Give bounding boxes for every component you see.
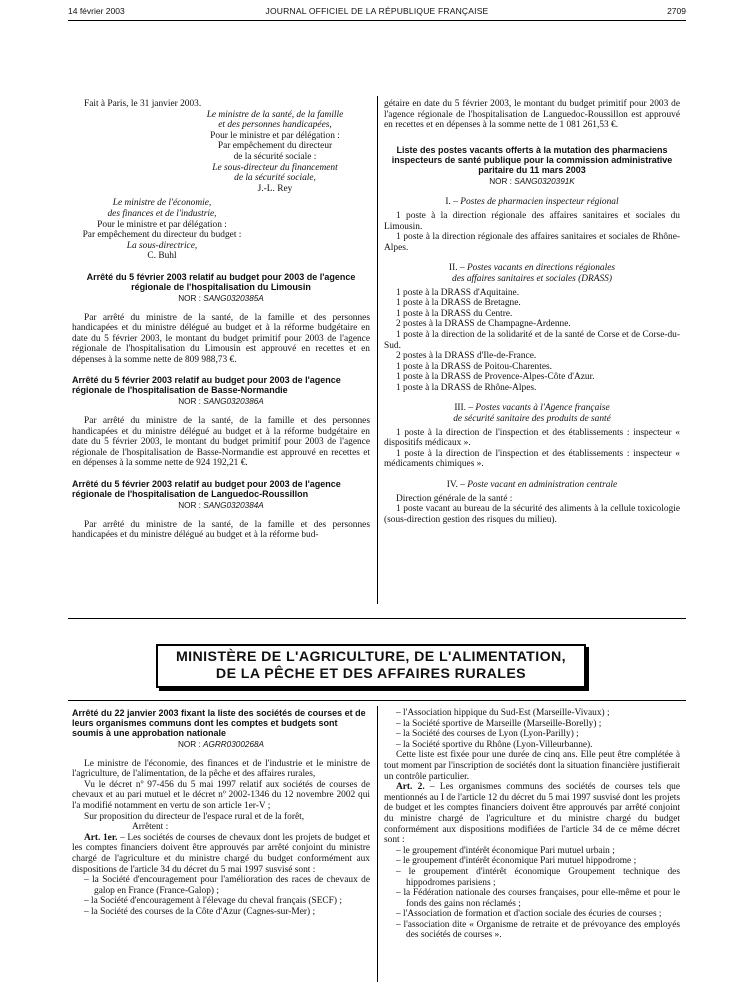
section-2-item: 1 poste à la DRASS de Poitou-Charentes. xyxy=(396,361,552,372)
bottom-right-column xyxy=(384,708,680,941)
article-1-list-continued xyxy=(396,708,680,750)
right-column xyxy=(384,99,680,525)
list-item: – le groupement d'intérêt économique Groupement technique des hippodromes parisiens ; xyxy=(396,867,680,888)
section-2-item: 1 poste à la direction de la solidarité et de la santé de Corse et de Corse-du-Sud. xyxy=(384,329,680,351)
list-item: – la Société d'encouragement à l'élevage du cheval français (SECF) ; xyxy=(84,896,370,907)
list-item: – la Société des courses de la Côte d'Azur (Cagnes-sur-Mer) ; xyxy=(84,907,370,918)
list-item: – la Société sportive de Marseille (Marseille-Borelly) ; xyxy=(396,719,680,730)
section-4-item: 1 poste vacant au bureau de la sécurité des aliments à la cellule toxicologie (sous-direction gestion des risques du milieu). xyxy=(384,504,680,525)
sig1-line: de la sécurité sociale : xyxy=(233,151,317,162)
section-2-item: 2 postes à la DRASS de Champagne-Ardenne. xyxy=(396,319,571,330)
sig1-line: Par empêchement du directeur xyxy=(217,141,333,152)
sig2-line: des finances et de l'industrie, xyxy=(107,208,217,219)
section-2-item: 1 poste à la DRASS de Rhône-Alpes. xyxy=(396,382,537,393)
header-page-number: 2709 xyxy=(667,6,686,16)
list-item: – la Fédération nationale des courses françaises, pour elle-même et pour le fonds des gains non réclamés ; xyxy=(396,888,680,909)
fait-a-paris: Fait à Paris, le 31 janvier 2003. xyxy=(84,99,202,109)
sig1-signatory: J.-L. Rey xyxy=(257,183,293,194)
section-1-item: 1 poste à la direction régionale des affaires sanitaires et sociales de Rhône-Alpes. xyxy=(384,232,680,253)
page-header xyxy=(68,6,686,21)
arrete-languedoc-nor: NOR : SANG0320384A xyxy=(178,501,264,511)
sig1-line: Le sous-directeur du financement xyxy=(212,162,338,173)
sig2-line: Le ministre de l'économie, xyxy=(112,198,212,209)
arretent: Arrêtent : xyxy=(132,822,169,833)
arrete-courses-title: Arrêté du 22 janvier 2003 fixant la liste des sociétés de courses et de leurs organismes communs dont les comptes et budgets sont soumis à une approbation nationale xyxy=(72,708,366,738)
arrete-limousin-nor: NOR : SANG0320385A xyxy=(178,293,264,303)
courses-duration-para: Cette liste est fixée pour une durée de cinq ans. Elle peut être complétée à tout moment par l'inscription de sociétés dont la situation financière justifierait un contrôle particulier. xyxy=(384,750,680,782)
list-item: – l'Association hippique du Sud-Est (Marseille-Vivaux) ; xyxy=(396,708,680,719)
liste-postes-nor: NOR : SANG0320391K xyxy=(489,176,575,186)
arrete-basse-normandie-text: Par arrêté du ministre de la santé, de la famille et des personnes handicapées et du ministre délégué au budget et à la réforme budgétaire en date du 5 février 2003, le montant du budget primitif pour 2003 de l'agence régionale de l'hospitalisation de Basse-Normandie est approuvé en recettes et en dépenses à la somme nette de 924 192,21 €. xyxy=(72,416,370,469)
header-journal-title: JOURNAL OFFICIEL DE LA RÉPUBLIQUE FRANÇAISE xyxy=(265,6,489,16)
arrete-courses-nor: NOR : AGRR0300268A xyxy=(177,740,265,749)
article-2-list xyxy=(396,846,680,941)
languedoc-continuation: gétaire en date du 5 février 2003, le montant du budget primitif pour 2003 de l'agence régionale de l'hospitalisation de Languedoc-Roussillon est approuvé en recettes et en dépenses à la somme nette de 1 081 261,53 €. xyxy=(384,99,680,131)
header-date: 14 février 2003 xyxy=(68,6,125,16)
list-item: – l'Association de formation et d'action sociale des écuries de courses ; xyxy=(396,909,680,920)
sig2-line: La sous-directrice, xyxy=(126,240,198,251)
left-column xyxy=(72,99,370,541)
section-3-item: 1 poste à la direction de l'inspection et des établissements : inspecteur « médicaments chimiques ». xyxy=(384,448,680,470)
sig1-line: Le ministre de la santé, de la famille xyxy=(206,109,344,120)
section-1-heading: I. – Postes de pharmacien inspecteur régional xyxy=(445,197,619,208)
section-2-heading: II. – Postes vacants en directions régionales des affaires sanitaires et sociales (DRASS) xyxy=(448,263,616,284)
courses-para: Vu le décret nº 97-456 du 5 mai 1997 relatif aux sociétés de courses de chevaux et au pari mutuel et le décret nº 2002-1346 du 12 novembre 2002 qui l'a modifié notamment en vertu de son article 1er-V ; xyxy=(72,779,370,811)
column-divider-bottom xyxy=(377,706,378,982)
arrete-basse-normandie-title: Arrêté du 5 février 2003 relatif au budget pour 2003 de l'agence régionale de l'hospitalisation de Basse-Normandie xyxy=(72,375,341,396)
section-4-heading: IV. – Poste vacant en administration centrale xyxy=(446,480,618,491)
sig2-line: Pour le ministre et par délégation : xyxy=(97,219,227,230)
section-2-item: 1 poste à la DRASS du Centre. xyxy=(396,308,513,319)
section-2-item: 1 poste à la DRASS de Provence-Alpes-Côte d'Azur. xyxy=(396,372,595,383)
section-4-item: Direction générale de la santé : xyxy=(396,493,513,504)
ministry-line-1: MINISTÈRE DE L'AGRICULTURE, DE L'ALIMENTATION, xyxy=(175,649,567,665)
list-item: – la Société d'encouragement pour l'amélioration des races de chevaux de galop en France (France-Galop) ; xyxy=(84,875,370,896)
ministry-banner xyxy=(156,644,586,688)
divider-above-ministry xyxy=(68,618,686,619)
bottom-left-column xyxy=(72,698,370,918)
sig1-line: et des personnes handicapées, xyxy=(218,120,332,131)
sig2-line: Par empêchement du directeur du budget : xyxy=(82,230,242,241)
courses-para: Sur proposition du directeur de l'espace rural et de la forêt, xyxy=(84,811,305,822)
courses-para: Le ministre de l'économie, des finances et de l'industrie et le ministre de l'agriculture, de l'alimentation, de la pêche et des affaires rurales, xyxy=(72,758,370,780)
list-item: – la Société des courses de Lyon (Lyon-Parilly) ; xyxy=(396,729,680,740)
ministry-line-2: DE LA PÊCHE ET DES AFFAIRES RURALES xyxy=(215,666,527,682)
arrete-languedoc-title: Arrêté du 5 février 2003 relatif au budget pour 2003 de l'agence régionale de l'hospitalisation de Languedoc-Roussillon xyxy=(72,479,341,500)
section-2-item: 1 poste à la DRASS de Bretagne. xyxy=(396,298,521,309)
arrete-languedoc-text: Par arrêté du ministre de la santé, de la famille et des personnes handicapées et du ministre délégué au budget et à la réforme bud- xyxy=(72,519,370,541)
liste-postes-title: Liste des postes vacants offerts à la mutation des pharmaciens inspecteurs de santé publique pour la commission administrative paritaire du 11 mars 2003 xyxy=(391,144,673,175)
list-item: – le groupement d'intérêt économique Pari mutuel hippodrome ; xyxy=(396,856,680,867)
article-1: Art. 1er. – Les sociétés de courses de chevaux dont les projets de budget et les comptes financiers doivent être approuvés par arrêté conjoint du ministre chargé de l'agriculture et du ministre chargé du budget conformément aux dispositions de l'article 34 du décret du 5 mai 1997 susvisé sont : xyxy=(72,832,370,875)
arrete-basse-normandie-nor: NOR : SANG0320386A xyxy=(178,397,264,407)
sig1-line: Pour le ministre et par délégation : xyxy=(210,130,340,141)
section-1-item: 1 poste à la direction régionale des affaires sanitaires et sociales du Limousin. xyxy=(384,210,680,232)
list-item: – le groupement d'intérêt économique Pari mutuel urbain ; xyxy=(396,846,680,857)
section-2-item: 1 poste à la DRASS d'Aquitaine. xyxy=(396,287,520,298)
arrete-limousin-title: Arrêté du 5 février 2003 relatif au budget pour 2003 de l'agence régionale de l'hospitalisation du Limousin xyxy=(86,271,356,292)
list-item: – l'association dite « Organisme de retraite et de prévoyance des employés des sociétés de courses ». xyxy=(396,920,680,941)
section-2-item: 2 postes à la DRASS d'Ile-de-France. xyxy=(396,351,537,362)
arrete-limousin-text: Par arrêté du ministre de la santé, de la famille et des personnes handicapées et du ministre délégué au budget et à la réforme budgétaire en date du 5 février 2003, le montant du budget primitif pour 2003 de l'agence régionale de l'hospitalisation du Limousin est approuvé en recettes et en dépenses à la somme nette de 809 988,73 €. xyxy=(72,312,370,365)
article-2: Art. 2. – Les organismes communs des sociétés de courses tels que mentionnés au I de l'article 12 du décret du 5 mai 1997 susvisé dont les projets de budget et les comptes financiers doivent être approuvés par arrêté conjoint du ministre chargé de l'agriculture et du ministre chargé du budget conformément aux dispositions modifiées de l'article 34 de ce même décret sont : xyxy=(384,782,680,846)
sig2-signatory: C. Buhl xyxy=(147,251,177,262)
section-3-heading: III. – Postes vacants à l'Agence française de sécurité sanitaire des produits de santé xyxy=(453,403,611,425)
list-item: – la Société sportive du Rhône (Lyon-Villeurbanne). xyxy=(396,740,680,751)
signature-block-1 xyxy=(190,110,360,195)
section-3-item: 1 poste à la direction de l'inspection et des établissements : inspecteur « dispositifs médicaux ». xyxy=(384,427,680,449)
column-divider-top xyxy=(377,96,378,604)
signature-block-2 xyxy=(72,198,252,262)
sig1-line: de la sécurité sociale, xyxy=(234,173,316,184)
article-1-list xyxy=(84,875,370,917)
